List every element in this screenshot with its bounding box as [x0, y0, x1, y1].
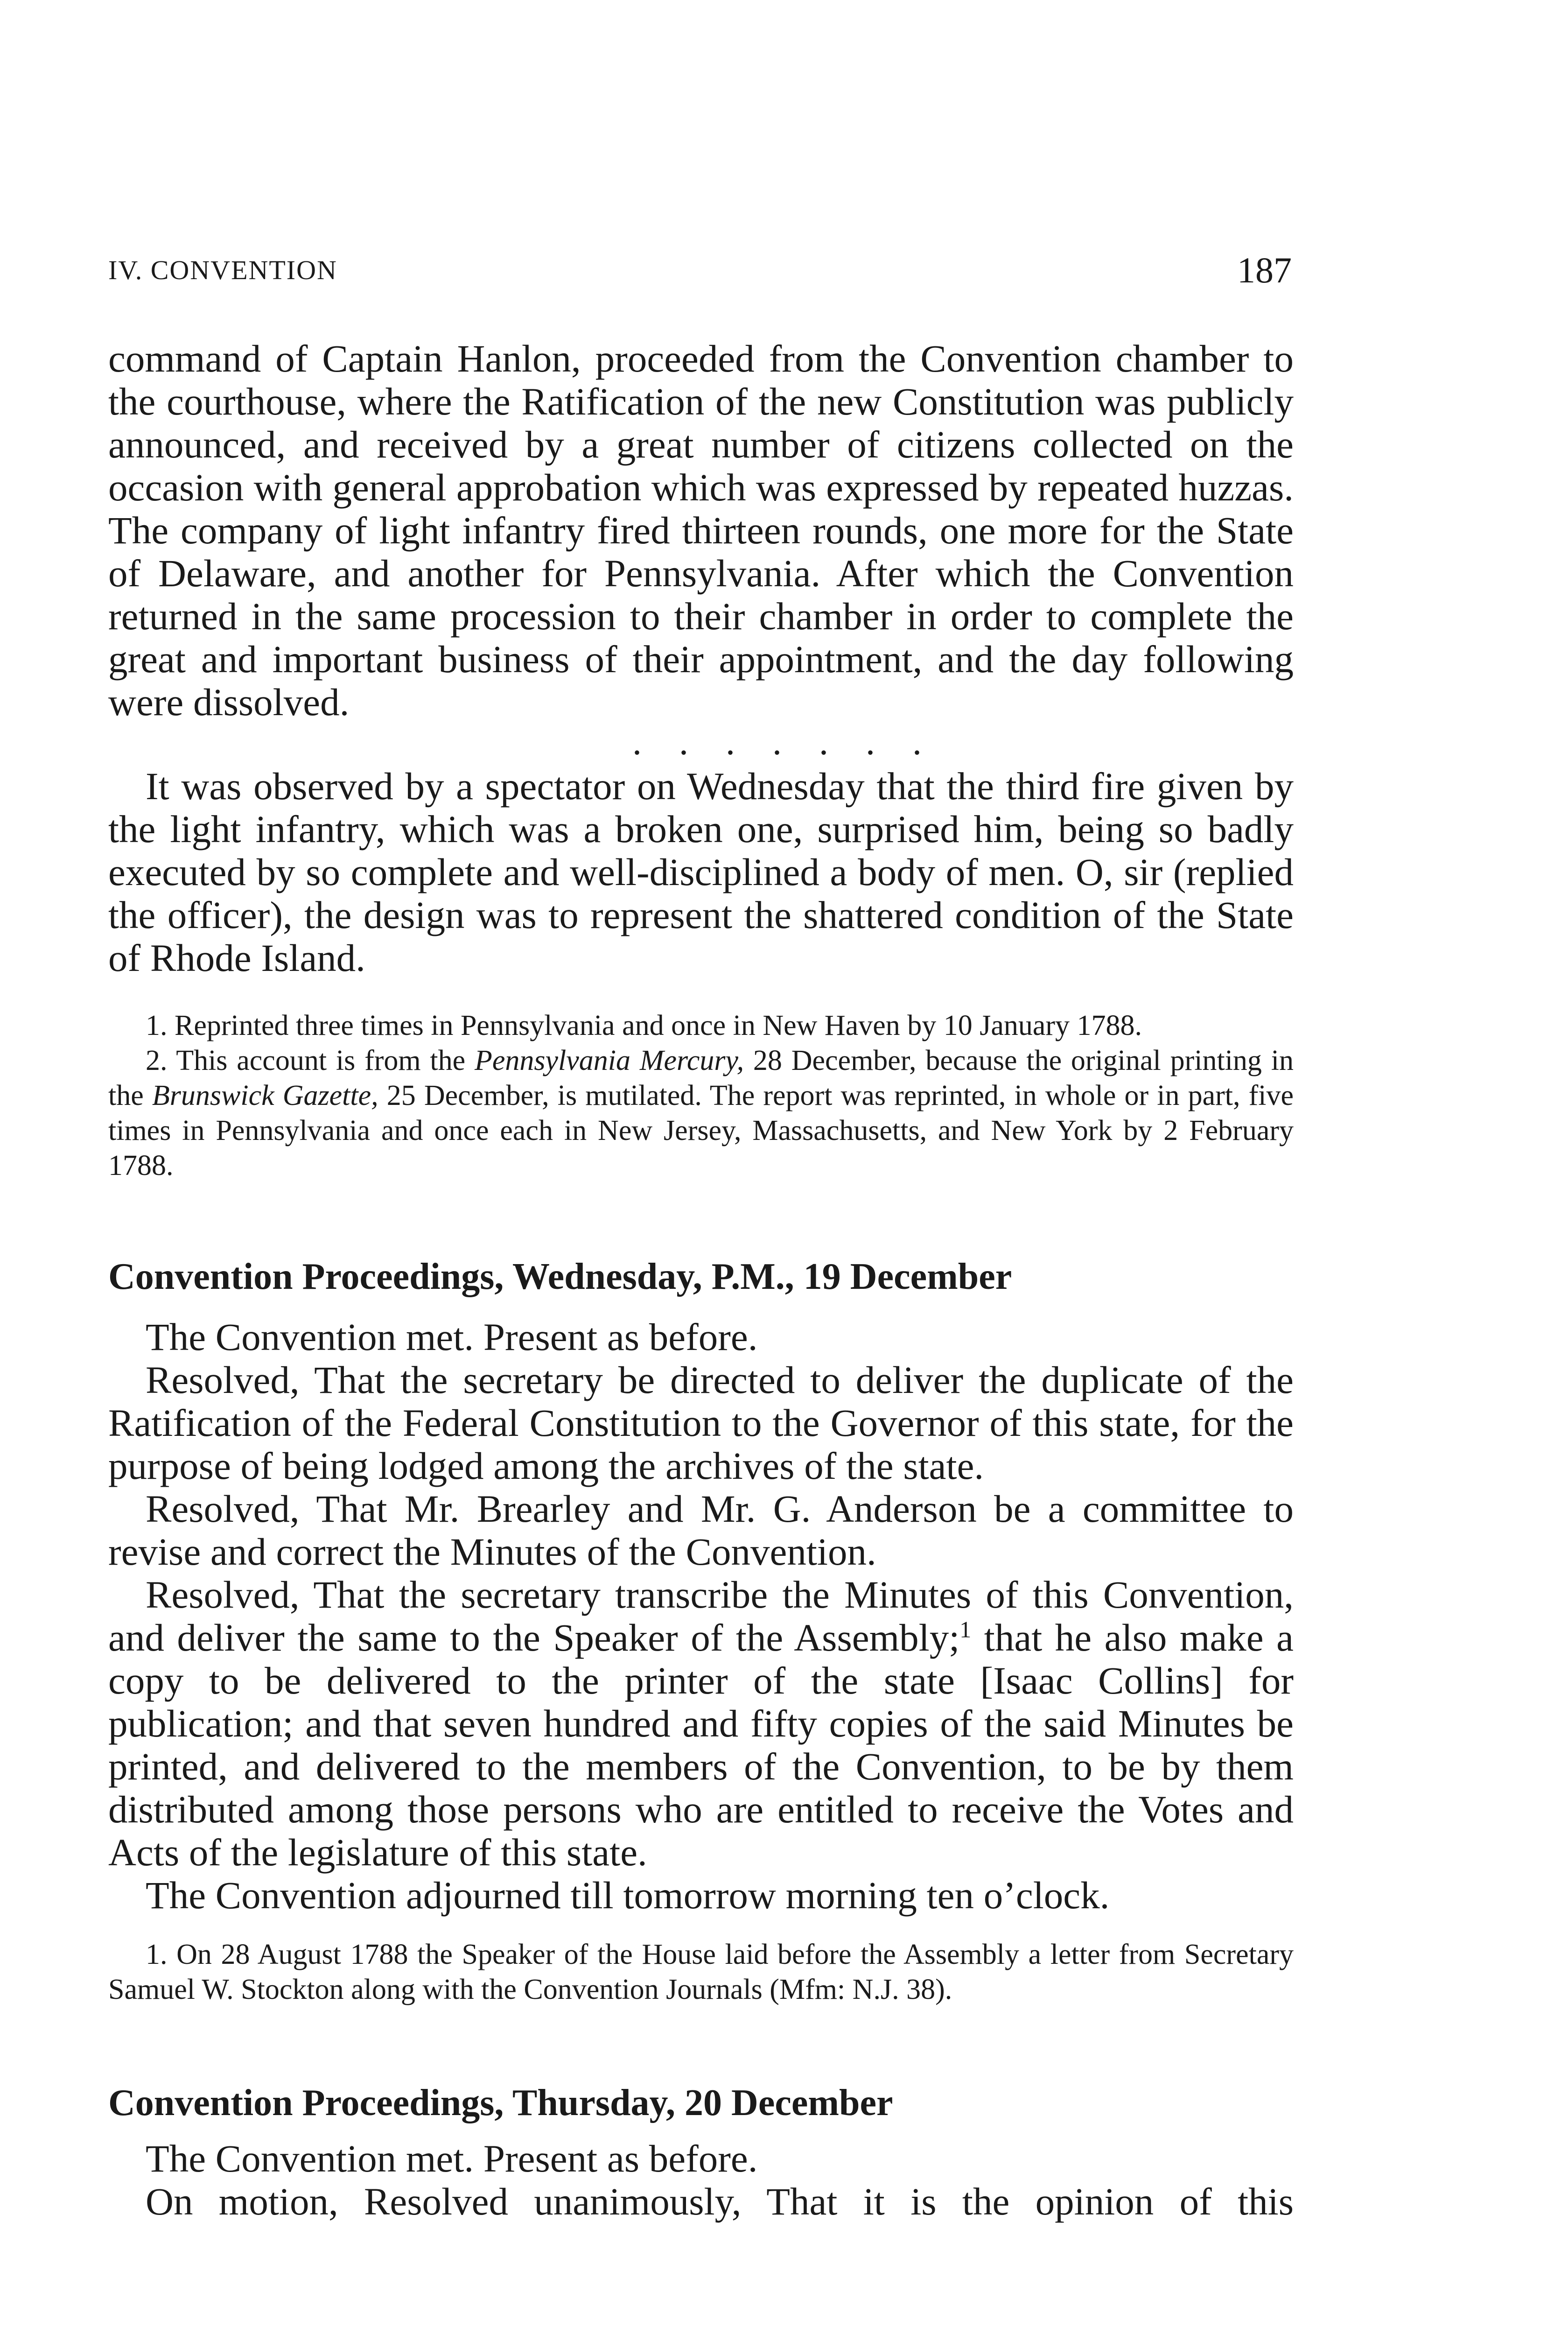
wed-paragraph-2: Resolved, That the secretary be directed to deliver the duplicate of the Ratification of the Federal Constitution to the Governor of this state, for the purpose of being lodged among the archives of the state. [108, 1358, 1294, 1487]
section2-heading-block [108, 1256, 1294, 1298]
footnote-wed-1: 1. On 28 August 1788 the Speaker of the House laid before the Assembly a letter from Secretary Samuel W. Stockton along with the Convention Journals (Mfm: N.J. 38). [108, 1939, 1294, 2005]
wed-paragraph-4 [108, 1573, 1294, 1874]
continued-paragraph: command of Captain Hanlon, proceeded from the Convention chamber to the courthouse, where the Ratification of the new Constitution was publicly announced, and received by a great number of citizens collected on the occasion with general approbation which was expressed by repeated huzzas. The company of light infantry fired thirteen rounds, one more for the State of Delaware, and another for Pennsylvania. After which the Convention returned in the same procession to their chamber in order to complete the great and important business of their appointment, and the day following were dissolved. [108, 337, 1294, 724]
footnotes-2 [108, 1937, 1294, 2007]
footnote-2-original-title: Brunswick Gazette, [152, 1080, 378, 1111]
wed-paragraph-5: The Convention adjourned till tomorrow morning ten o’clock. [146, 1874, 1110, 1917]
section-heading-wednesday: Convention Proceedings, Wednesday, P.M., 19 December [108, 1256, 1012, 1297]
wed-paragraph-1: The Convention met. Present as before. [146, 1315, 758, 1358]
footnote-2-source-title: Pennsylvania Mercury, [475, 1045, 744, 1076]
section3-heading-block [108, 2082, 1294, 2124]
wed-paragraph-4-text-a: Resolved, That the secretary transcribe the Minutes of this Convention, and deliver the same to the Speaker of the Assembly; [108, 1573, 1294, 1659]
footnote-1: 1. Reprinted three times in Pennsylvania and once in New Haven by 10 January 1788. [146, 1010, 1142, 1041]
section1-block-2 [108, 765, 1294, 979]
page-number: 187 [1237, 250, 1292, 290]
footnote-marker: 1 [959, 1616, 972, 1643]
ellipsis-separator: . . . . . . . [632, 722, 936, 763]
section-heading-thursday: Convention Proceedings, Thursday, 20 December [108, 2082, 893, 2123]
footnote-2 [108, 1043, 1294, 1183]
anecdote-paragraph: It was observed by a spectator on Wednesday that the third fire given by the light infantry, which was a broken one, surprised him, being so badly executed by so complete and well-disciplined a body of men. O, sir (replied the officer), the design was to represent the shattered condition of the State of Rhode Island. [108, 765, 1294, 979]
section1-block [108, 337, 1294, 724]
running-head: IV. CONVENTION [108, 255, 337, 285]
thu-paragraph-2: On motion, Resolved unanimously, That it is the opinion of this [146, 2180, 1294, 2223]
section3-body [108, 2137, 1294, 2223]
wed-paragraph-4-text-b: that he also make a copy to be delivered to the printer of the state [Isaac Collins] for publication; and that seven hundred and fifty copies of the said Minutes be printed, and delivered to the members of the Convention, to be by them distributed among those persons who are entitled to receive the Votes and Acts of the legislature of this state. [108, 1616, 1294, 1874]
footnote-2-text-b: 28 December, because the original printing in the [108, 1045, 1294, 1111]
section2-body [108, 1315, 1294, 1917]
wed-paragraph-3: Resolved, That Mr. Brearley and Mr. G. Anderson be a committee to revise and correct the Minutes of the Convention. [108, 1487, 1294, 1573]
thu-paragraph-1: The Convention met. Present as before. [146, 2137, 758, 2180]
footnotes-1 [108, 1008, 1294, 1183]
footnote-2-text-c: 25 December, is mutilated. The report was reprinted, in whole or in part, five times in Pennsylvania and once each in New Jersey, Massachusetts, and New York by 2 February 1788. [108, 1080, 1294, 1181]
footnote-2-text-a: 2. This account is from the [146, 1045, 475, 1076]
